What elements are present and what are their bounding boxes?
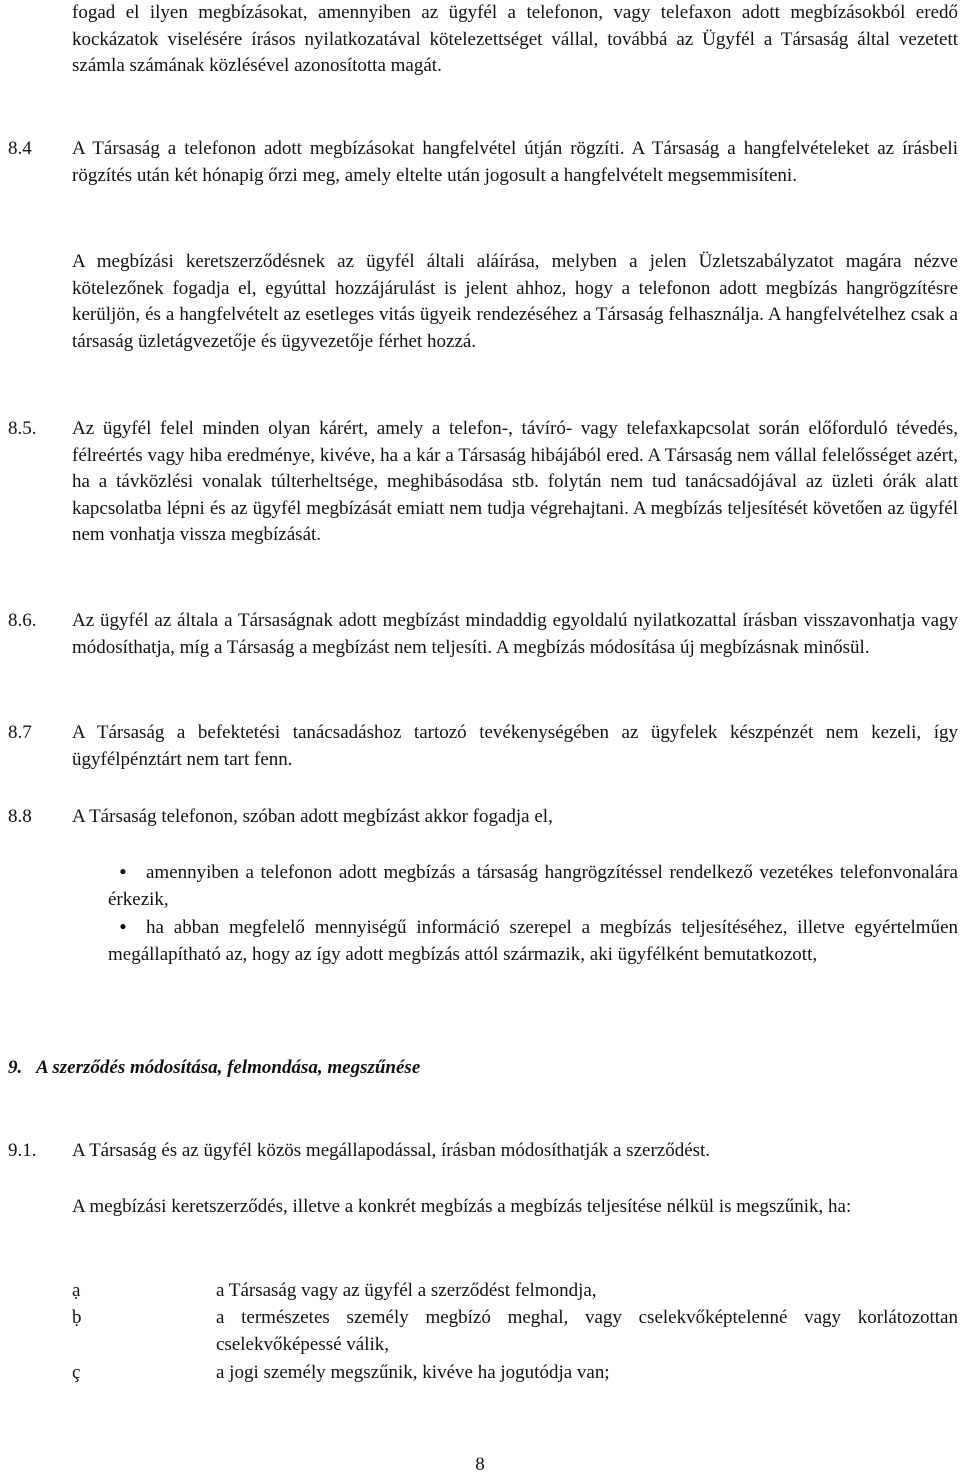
section-9-title: A szerződés módosítása, felmondása, megszűnése: [36, 1057, 421, 1078]
list-item-a-text: a Társaság vagy az ügyfél a szerződést felmondja,: [216, 1280, 597, 1301]
section-9-1-text: A Társaság és az ügyfél közös megállapodással, írásban módosíthatják a szerződést.: [72, 1140, 711, 1161]
section-9-number: 9.: [8, 1057, 23, 1078]
section-8-5-text: Az ügyfél felel minden olyan kárért, amely a telefon-, távíró- vagy telefaxkapcsolat során előforduló tévedés, félreértés vagy hiba eredménye, kivéve, ha a kár a Társaság hibájából ered. A Társaság nem vállal felelősséget azért, ha a távközlési vonalak túlterheltsége, meghibásodása stb. folytán nem tud tanácsadójával az üzleti órák alatt kapcsolatba lépni és az ügyfél megbízását emiatt nem tudja végrehajtani. A megbízás teljesítését követően az ügyfél nem vonhatja vissza megbízását.: [72, 418, 958, 545]
section-8-4-text: A Társaság a telefonon adott megbízásokat hangfelvétel útján rögzíti. A Társaság a hangfelvételeket az írásbeli rögzítés után két hónapig őrzi meg, amely eltelte után jogosult a hangfelvételt megsemmisíteni.: [72, 138, 958, 186]
section-9-1-paragraph-2: A megbízási keretszerződés, illetve a konkrét megbízás a megbízás teljesítése nélkül is megszűnik, ha:: [72, 1196, 852, 1217]
section-8-7-number: 8.7: [8, 722, 32, 743]
section-8-6-number: 8.6.: [8, 610, 37, 631]
list-item-c-text: a jogi személy megszűnik, kivéve ha jogutódja van;: [216, 1362, 610, 1383]
section-8-5-number: 8.5.: [8, 418, 37, 439]
section-8-6-text: Az ügyfél az általa a Társaságnak adott megbízást mindaddig egyoldalú nyilatkozattal írásban visszavonhatja vagy módosíthatja, míg a Társaság a megbízást nem teljesíti. A megbízás módosítása új megbízásnak minősül.: [72, 610, 958, 658]
bullet-icon: •: [119, 862, 127, 883]
list-item-b-label: ḅ: [72, 1307, 82, 1328]
section-8-8-bullet-2: ha abban megfelelő mennyiségű információ szerepel a megbízás teljesítéséhez, illetve egyértelműen megállapítható az, hogy az így adott megbízás attól származik, aki ügyfélként bemutatkozott,: [108, 917, 958, 965]
section-8-4-number: 8.4: [8, 138, 32, 159]
section-9-1-number: 9.1.: [8, 1140, 37, 1161]
bullet-icon: •: [119, 917, 127, 938]
list-item-c-label: ç: [72, 1362, 81, 1383]
section-8-8-text: A Társaság telefonon, szóban adott megbízást akkor fogadja el,: [72, 806, 553, 827]
list-item-b-text: a természetes személy megbízó meghal, vagy cselekvőképtelenné vagy korlátozottan cselekvőképessé válik,: [216, 1307, 958, 1355]
list-item-a-label: ạ: [72, 1280, 81, 1301]
section-8-8-bullet-1: amennyiben a telefonon adott megbízás a társaság hangrögzítéssel rendelkező vezetékes telefonvonalára érkezik,: [108, 862, 958, 910]
section-8-7-text: A Társaság a befektetési tanácsadáshoz tartozó tevékenységében az ügyfelek készpénzét nem kezeli, így ügyfélpénztárt nem tart fenn.: [72, 722, 958, 770]
section-8-4-paragraph-2: A megbízási keretszerződésnek az ügyfél általi aláírása, melyben a jelen Üzletszabályzatot magára nézve kötelezőnek fogadja el, egyúttal hozzájárulást is jelent ahhoz, hogy a telefonon adott megbízás hangrögzítésre kerüljön, és a hangfelvételt az esetleges vitás ügyeik rendezéséhez a Társaság felhasználja. A hangfelvételhez csak a társaság üzletágvezetője és ügyvezetője férhet hozzá.: [72, 251, 958, 352]
section-8-8-number: 8.8: [8, 806, 32, 827]
intro-paragraph: fogad el ilyen megbízásokat, amennyiben az ügyfél a telefonon, vagy telefaxon adott megbízásokból eredő kockázatok viselésére írásos nyilatkozatával kötelezettséget vállal, továbbá az Ügyfél a Társaság által vezetett számla számának közlésével azonosította magát.: [72, 2, 958, 76]
page-number: 8: [475, 1454, 485, 1475]
